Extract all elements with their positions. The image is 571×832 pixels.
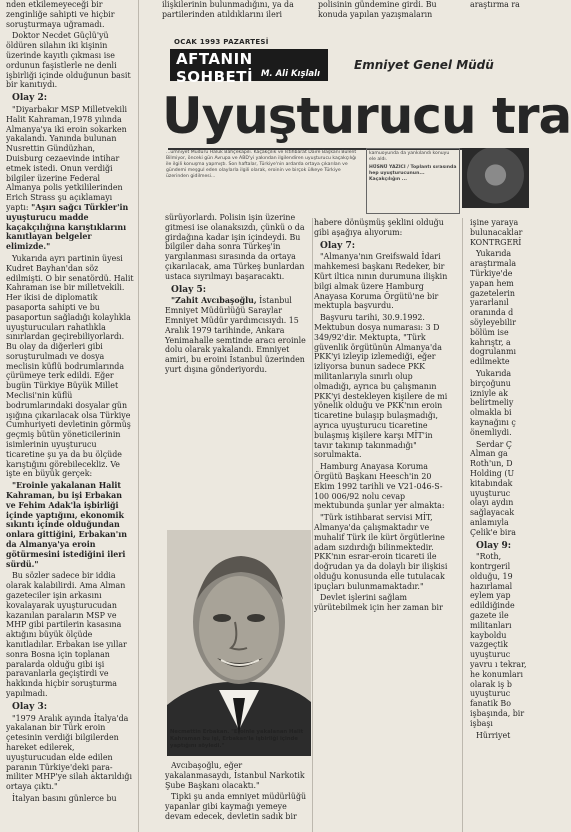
bold-quote: "Aşırı sağcı Türkler'in uyuşturucu madde kaçakçılığına karıştıklarını kanıtlayan belgeler elimizde." bbox=[6, 202, 129, 252]
portrait-photo bbox=[167, 530, 311, 756]
headline: Uyuşturucu tra bbox=[162, 87, 571, 145]
column-logo-title: AFTANIN SOHBETİ bbox=[176, 50, 254, 86]
paragraph: habere dönüşmüş şeklini olduğu gibi aşağıya alıyorum: bbox=[314, 218, 444, 237]
paragraph: "Türk istihbarat servisi MİT, Almanya'da çalışmaktadır ve muhalif Türk ile kürt örgütlerine adam sızdırdığı bilinmektedir. PKK'nın esrar-eroin ticareti ile doğrudan ya da dolaylı bir ilişkisi olduğu konusunda elle tutulacak ipuçları bulunmamaktadır." bbox=[314, 513, 448, 591]
column-divider bbox=[312, 218, 313, 832]
header-subtitle: Emniyet Genel Müdü bbox=[354, 58, 494, 72]
section-heading: Olay 5: bbox=[171, 284, 207, 295]
paragraph: Doktor Necdet Güçlü'yü öldüren silahın iki kişinin üzerinde kayıtlı çıkması ise ordunun faşistlerle ne denli işbirliği içinde olduğunun basit bir kanıtıydı. bbox=[6, 31, 131, 90]
column-divider bbox=[138, 0, 139, 832]
paragraph-text: "Diyarbakır MSP Milletvekili Halit Kahraman,1978 yılında Almanya'ya iki eroin sokarken yakalandı. Yanında bulunan Nusrettin Gündüzhan, Duisburg cezaevinde intihar etmek istedi. Onun verdiği bilgiler üzerine Federal Almanya polis yetkililerinden Erich Strass şu açıklamayı yaptı: bbox=[6, 104, 128, 212]
section-heading: Olay 2: bbox=[12, 93, 48, 104]
photo-caption: Necmettin Erbakan. "Eroinle yakalanan Halit Kahraman bu işi, Erbakan'la işbirliği içinde yaptığını söyledi." bbox=[170, 729, 304, 749]
paragraph bbox=[6, 105, 134, 252]
portrait-thumbnail bbox=[462, 148, 529, 208]
paragraph: sürüyorlardı. Polisin işin üzerine gitmesi ise olanaksızdı, çünkü o da girdağına kadar işin içindeydi. Bu bilgiler daha sonra Türkeş'in yargılanması sırasında da ortaya çıkarılacak, ama Türkeş bunlardan ustaca sıyrılmayı başaracaktı. bbox=[165, 213, 305, 281]
paragraph bbox=[165, 296, 310, 374]
issue-date: OCAK 1993 PAZARTESİ bbox=[174, 38, 269, 46]
text-column-2-lower bbox=[165, 761, 310, 832]
paragraph: Yukarıda birçoğunu izniyle ak belirtmeliy olmakla bi kaynağını ç önemliydi. bbox=[470, 368, 516, 437]
strip-text-col4: araştırma ra bbox=[470, 0, 520, 9]
paragraph: Serdar Ç Alman ga Roth'un, D Holding (U kitabındak uyuşturuc olayı aydın sağlayacak anlamıyla Çelik'e bira bbox=[470, 439, 516, 537]
paragraph: İtalyan basını günlerce bu bbox=[12, 793, 117, 803]
strip-text-col2: ilişkilerinin bulunmadığını, ya da partilerinden atıldıklarını ileri bbox=[162, 0, 294, 19]
paragraph: Hamburg Anayasa Koruma Örgütü Başkanı Heesch'in 20 Ekim 1992 tarihli ve V21-046-S-100 006/92 nolu cevap mektubunda şunlar yer almakta: bbox=[314, 462, 445, 511]
column-logo bbox=[170, 49, 328, 86]
paragraph: Başvuru tarihi, 30.9.1992. Mektubun dosya numarası: 3 D 349/92'dir. Mektupta, "Türk güvenlik örgütünün Almanya'da PKK'yi izleyip izlemediği, eğer izliyorsa bunun sadece PKK militanlarıyla sınırlı olup olmadığı, ayrıca bu çalışmanın PKK'yi destekleyen kişilere de mi yönelik olduğu ve PKK'nın eroin ticaretine bulaşıp bulaşmadığı, ayrıca uyuşturucu ticaretine bulaşmış kişilere karşı MİT'in tavır takınıp takınmadığı" sorulmakta. bbox=[314, 313, 448, 460]
article-header bbox=[162, 34, 571, 164]
paragraph: işine yaraya bulunacaklar KONTRGERİ bbox=[470, 218, 523, 247]
paragraph: Tipki şu anda emniyet müdürlüğü yapanlar gibi kaymağı yemeye devam edecek, devletin sadık bir bbox=[165, 792, 307, 821]
paragraph: Yukarıda araştırmala Türkiye'de yapan hem gazetelerin yararlanıl oranında d söyleyebilir bölüm ise kahrıştr, a dogrulanmı edilmekte bbox=[470, 249, 517, 367]
paragraph: Bu sözler sadece bir iddia olarak kalabilirdi. Ama Alman gazeteciler işin arkasını kovalayarak uyuşturucudan kazanılan paraların MSP ve MHP gibi partilerin kasasına aktığını büyük ölçüde kanıtladılar. Erbakan ise yıllar sonra Bosna için toplanan paralarda olduğu gibi işi paravanlarla geçiştirdi ve hakkında hiçbir soruşturma yapılmadı. bbox=[6, 571, 127, 698]
column-logo-author: M. Ali Kışlalı bbox=[260, 69, 320, 79]
paragraph: Devlet işlerini sağlam yürütebilmek için her zaman bir bbox=[314, 593, 443, 613]
sidebar-box bbox=[366, 148, 460, 214]
text-column-3 bbox=[314, 218, 452, 832]
paragraph: Hürriyet bbox=[476, 730, 511, 740]
text-column-4 bbox=[470, 218, 530, 832]
paragraph: Avcıbaşoğlu, eğer yakalanmasaydı, İstanbul Narkotik Şube Başkanı olacaktı." bbox=[165, 761, 305, 790]
paragraph: "Roth, kontrgeril olduğu, 19 hazırlamal eylem yap edildiğinde gazete ile militanları kayboldu vazgeçtik uyuşturuc yavru ı tekrar, he konumları olarak iş b uyuşturuc fanatik Bo işbaşında, bir işbaşı bbox=[470, 552, 527, 728]
bold-quote: "Eroinle yakalanan Halit Kahraman, bu işi Erbakan ve Fehim Adak'la işbirliği içinde yaptığını, ekonomik sıkıntı içinde olduğundan onlara gittiğini, Erbakan'ın da Almanya'ya eroin götürmesini istediğini ileri sürdü." bbox=[6, 481, 127, 569]
section-heading: Olay 9: bbox=[476, 540, 512, 551]
section-heading: Olay 3: bbox=[12, 701, 48, 712]
paragraph: "1979 Aralık ayında İtalya'da yakalanan bir Türk eroin çetesinin verdiği bilgilerden hareket edilerek, uyuşturucudan elde edilen paranın Türkiye'deki para-militer MHP'ye silah aktarıldığı ortaya çıktı." bbox=[6, 713, 132, 792]
paragraph: "Almanya'nın Greifswald İdari mahkemesi başkanı Redeker, bir Kürt iltica nının durumuna ilişkin bilgi almak üzere Hamburg Anayasa Koruma Örgütü'ne bir mektupla başvurdu. bbox=[314, 252, 448, 311]
paragraph: Yukarıda ayrı partinin üyesi Kudret Bayhan'dan söz edilmişti. O bir senatördü. Halit Kahraman ise bir milletvekili. Her ikisi de diplomatik pasaporta sahipti ve bu pasaportun sağladığı kolaylıkla uyuşturucuları rahatlıkla sınırlardan geçirebiliyorlardı. Bu olay da diğerleri gibi soruşturulmadı ve dosya meclisin küflü bodrumlarında çürümeye terk edildi. Eğer bugün Türkiye Büyük Millet Meclisi'nin küflü bodrumlarındaki dosyalar gün ışığına çıkarılacak olsa Türkiye Cumhuriyeti devletinin görmüş geçmiş bütün yöneticilerinin isimlerinin uyuşturucu ticaretine şu ya da bu ölçüde karıştığını görebilecekliz. Ve işte en büyük gerçek: bbox=[6, 253, 134, 479]
sidebar-box-quote: Kaçakçılığın ... bbox=[369, 177, 407, 182]
article-deck: ...ümniyet Müdürü Haluk Bahçekapılı. Kaçakçılık ve İstihbarat Daire Başkanı Bülent Bilmiyor, önceki gün Avrupa ve ABD'yi yakından ilgilendiren uyuşturucu kaçakçılığı ile ilgili konuşma yapmıştı. Son haftalar, Türkiye'nin ardarda ortaya çıkarılan ve gündemi meşgul eden olaylarla ilgili olarak, eroinin ve birçok ülkeye Türkiye üzerinden gidilmesi... bbox=[166, 150, 357, 179]
strip-text-col3: polisinin gündemine girdi. Bu konuda yapılan yazışmaların bbox=[318, 0, 437, 19]
paragraph-text: İstanbul Emniyet Müdürlüğü Saraylar Emniyet Müdür yardımcısıydı. 15 Aralık 1979 tarihinde, Ankara Yenimahalle semtinde aracı eroinle dolu olarak yakalandı. Emniyet amiri, bu eroini İstanbul üzerinden yurt dışına gönderiyordu. bbox=[165, 296, 306, 374]
column-divider bbox=[462, 218, 463, 832]
bold-name: "Zahit Avcıbaşoğlu, bbox=[171, 296, 257, 306]
sidebar-box-lead: kamuoyunda da yankılandı konuyu ele aldı. bbox=[369, 151, 450, 162]
text-column-1 bbox=[6, 0, 134, 832]
section-heading: Olay 7: bbox=[320, 240, 356, 251]
strip-text-col1: nden etkilemeyeceği bir zenginliğe sahipti ve hiçbir soruşturmaya uğramadı. bbox=[6, 0, 115, 29]
sidebar-box-caption: HÜSNÜ YAZICI / Toplantı sırasında hep uyuşturucunun... bbox=[369, 165, 457, 176]
portrait-illustration bbox=[167, 530, 311, 756]
